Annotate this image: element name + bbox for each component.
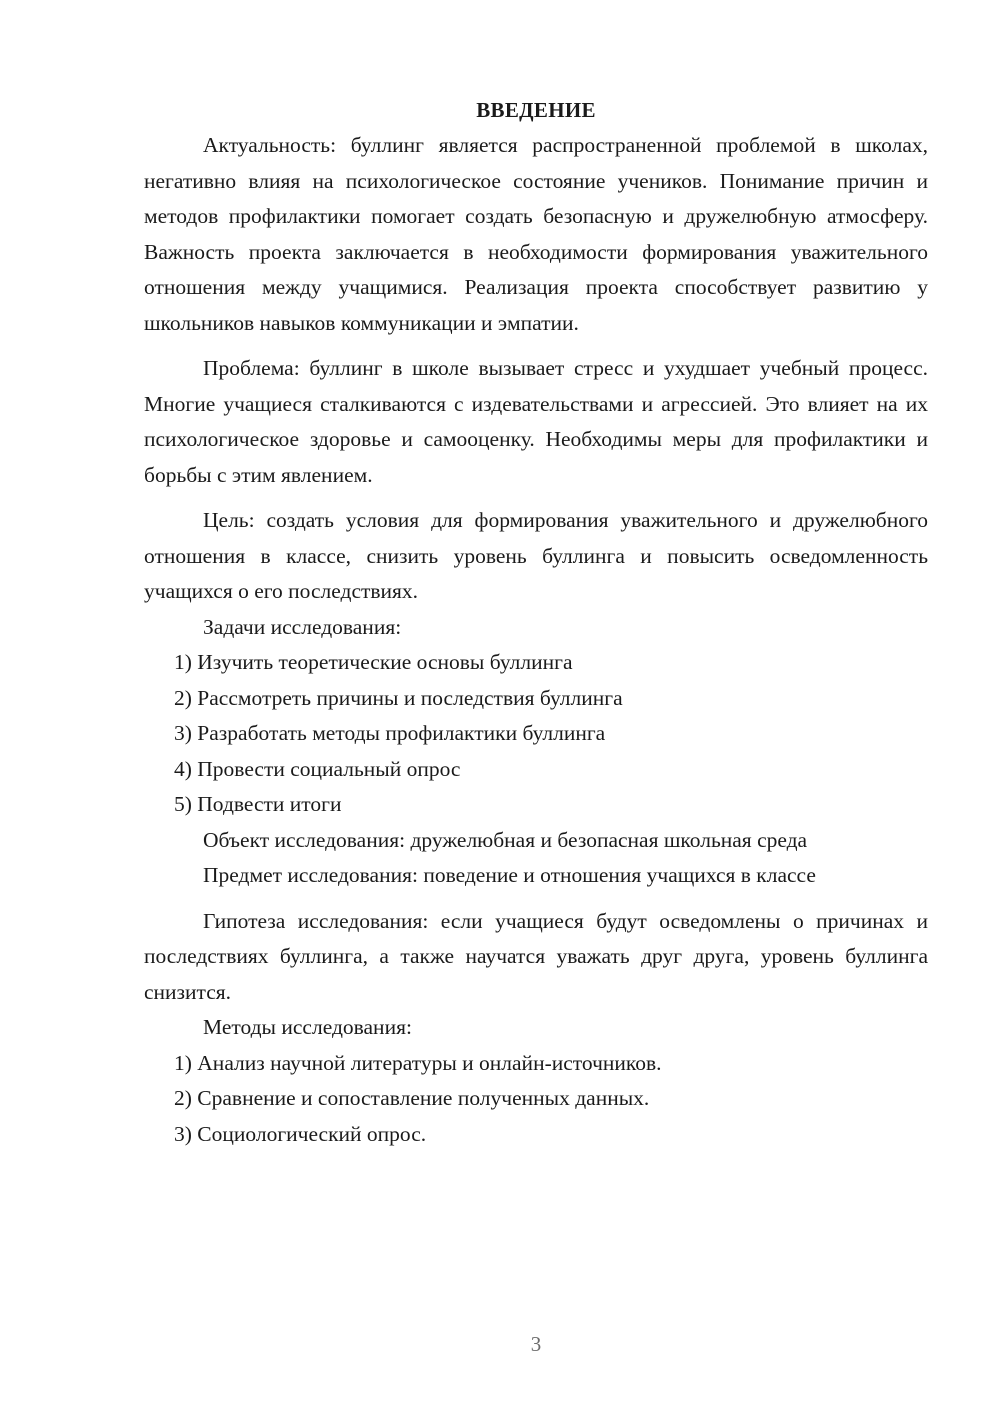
tasks-list	[144, 645, 928, 823]
document-page	[144, 92, 928, 1152]
list-item: 2) Сравнение и сопоставление полученных данных.	[174, 1086, 650, 1110]
list-item: 3) Социологический опрос.	[174, 1121, 427, 1146]
list-item: 5) Подвести итоги	[174, 792, 342, 816]
list-item: 1) Анализ научной литературы и онлайн-источников.	[174, 1050, 662, 1075]
problem-paragraph: Проблема: буллинг в школе вызывает стресс и ухудшает учебный процесс. Многие учащиеся сталкиваются с издевательствами и агрессией. Это влияет на их психологическое здоровье и самооценку. Необходимы меры для профилактики и борьбы с этим явлением.	[144, 356, 928, 487]
hypothesis-paragraph: Гипотеза исследования: если учащиеся будут осведомлены о причинах и последствиях буллинга, а также научатся уважать друг друга, уровень буллинга снизится.	[144, 908, 928, 1004]
page-title: ВВЕДЕНИЕ	[476, 98, 596, 122]
list-item: 2) Рассмотреть причины и последствия буллинга	[174, 685, 623, 710]
list-item: 4) Провести социальный опрос	[174, 756, 461, 781]
subject-line: Предмет исследования: поведение и отношения учащихся в классе	[203, 863, 816, 887]
page-number: 3	[530, 1332, 542, 1356]
list-item: 1) Изучить теоретические основы буллинга	[174, 650, 573, 674]
methods-list	[144, 1046, 928, 1153]
object-line: Объект исследования: дружелюбная и безопасная школьная среда	[203, 827, 808, 852]
methods-heading: Методы исследования:	[203, 1015, 412, 1039]
tasks-heading: Задачи исследования:	[203, 614, 402, 639]
goal-paragraph: Цель: создать условия для формирования уважительного и дружелюбного отношения в классе, снизить уровень буллинга и повысить осведомленность учащихся о его последствиях.	[144, 508, 928, 603]
relevance-paragraph: Актуальность: буллинг является распространенной проблемой в школах, негативно влияя на психологическое состояние учеников. Понимание причин и методов профилактики помогает создать безопасную и дружелюбную атмосферу. Важность проекта заключается в необходимости формирования уважительного отношения между учащимися. Реализация проекта способствует развитию у школьников навыков коммуникации и эмпатии.	[144, 133, 928, 335]
list-item: 3) Разработать методы профилактики буллинга	[174, 721, 606, 745]
